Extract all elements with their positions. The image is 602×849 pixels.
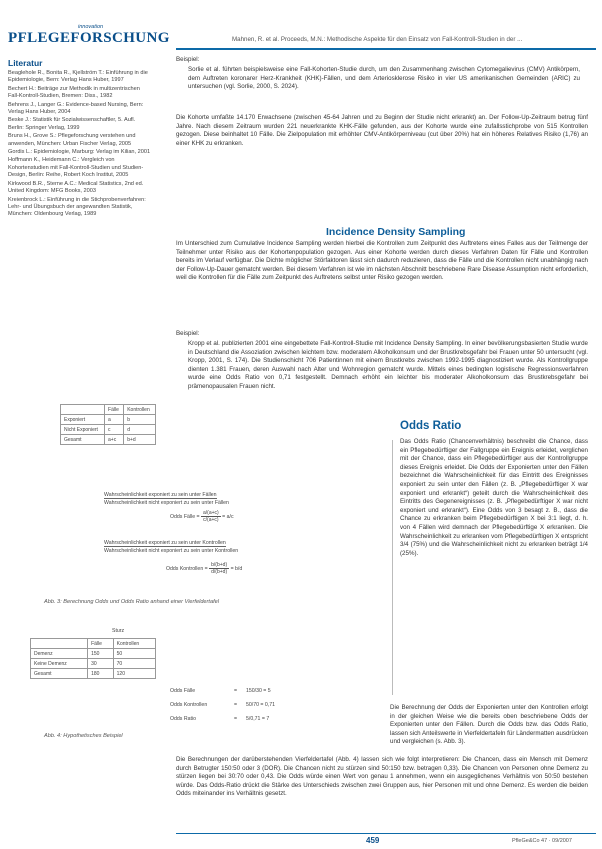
table-cell: Gesamt (61, 435, 105, 445)
table-row (61, 435, 156, 445)
table-cell: 180 (88, 669, 114, 679)
calc-value: 5/0,71 = 7 (246, 716, 270, 722)
figure-4 (30, 626, 350, 730)
literature-item: Gordis L.: Epidemiologie, Marburg: Verlag im Kilian, 2001 (8, 149, 151, 156)
fraction-denominator: d/(b+d) (211, 569, 228, 575)
formula-label: Odds Kontrollen = (166, 565, 208, 572)
literature-item: Kreienbrock L.: Einführung in die Stichprobenverfahren: Lehr- und Übungsbuch der angewandten Statistik, München: Oldenbourg Verlag, 1989 (8, 196, 146, 218)
fraction (201, 510, 221, 523)
odds-kontrollen-formula (166, 562, 242, 575)
odds-faelle-formula (170, 510, 234, 523)
formula-text: Wahrscheinlichkeit exponiert zu sein unter Kontrollen (104, 540, 226, 546)
table-row (61, 425, 156, 435)
running-title: Mahnen, R. et al. Proceeds, M.N.: Methodische Aspekte für den Einsatz von Fall-Kontroll-Studien in der ... (232, 36, 523, 43)
formula-text: Wahrscheinlichkeit exponiert zu sein unter Fällen (104, 492, 217, 498)
literature-item: Beske J.: Statistik für Sozialwissenschaftler, 5. Aufl. Berlin: Springer Verlag, 1999 (8, 117, 136, 131)
paragraph-incidence-density: Im Unterschied zum Cumulative Incidence Sampling werden hierbei die Kontrollen zum Zeitpunkt des Auftretens eines Falles aus der Teilmenge der Teilnehmer unter Risiko aus der Kohortenpopulation gezogen. Aus einer Kohorte werden durch dieses Verfahren Daten für Fälle und Kontrollen bereits im Verlauf verfügbar. Die Dichte möglicher Störfaktoren lässt sich dadurch reduzieren, dass die Fälle und die Kontrollen nicht unabhängig nach der Follow-Up-Dauer gematcht werden. Bei diesem Verfahren ist wie im nächsten Abschnitt beschriebene Rare Disease Assumption nicht erforderlich, weil die Kontrollen für die Fälle zum Zeitpunkt des Auftretens selbst unter Risiko gezogen werden. (176, 240, 588, 282)
calc-value: 50/70 = 0,71 (246, 702, 275, 708)
table-cell: Keine Demenz (31, 659, 88, 669)
table-cell: 150 (88, 649, 114, 659)
table-header-cell (61, 405, 105, 415)
table-row (31, 659, 156, 669)
table-cell: a+c (105, 435, 124, 445)
calc-label: Odds Kontrollen (170, 702, 208, 708)
paragraph-odds-calc: Die Berechnung der Odds der Exponierten unter den Kontrollen erfolgt in der gleichen Weise wie die bereits oben beschriebene Odds der Exponierten unter den Fällen. Durch die Odds bzw. das Odds Ratio, lassen sich Anteilswerte in Vierfeldertafeln für Ländermatten ausdrücken und vergleichen (s. Abb. 3). (390, 704, 588, 746)
formula-text: Wahrscheinlichkeit nicht exponiert zu sein unter Kontrollen (104, 548, 239, 554)
paragraph-interpretation: Die Berechnungen der darüberstehenden Vierfeldertafel (Abb. 4) lassen sich wie folgt interpretieren: Die Chancen, dass ein Mensch mit Demenz durch Betrugter 150:50 oder 3 (DOR). Die Chancen nicht zu stürzen sind 50:150 bzw. betragen 0,33). Die Chancen von Personen ohne Demenz zu stürzen liegen bei 30:70 oder 0,43. Die Odds würde einen Wert von genau 1 annehmen, wenn ein ausgeglichenes Verhältnis von 50:50 bestehen würde. Das Odds-Ratio drückt die Stärke des Unterschieds zwischen zwei Gruppen aus, hier Personen mit und ohne Demenz. Es werden die beiden Odds miteinander ins Verhältnis gesetzt. (176, 756, 588, 798)
literature-item: Hoffmann K., Heidemann C.: Vergleich von Kohortenstudien mit Fall-Kontroll-Studien und Studien-Design, Berlin: Reihe, Robert Koch Institut, 2005 (8, 157, 144, 179)
figure-3 (60, 404, 380, 600)
page-number: 459 (366, 836, 380, 845)
table-row (31, 669, 156, 679)
figure-3-caption: Abb. 3: Berechnung Odds und Odds Ratio anhand einer Vierfeldertafel (44, 599, 219, 605)
table-header-cell: Fälle (105, 405, 124, 415)
formula-result: = b/d (230, 565, 243, 572)
calc-equals: = (234, 716, 238, 722)
example-table (30, 638, 156, 679)
table-cell: 120 (113, 669, 155, 679)
fraction-numerator: b/(b+d) (211, 562, 228, 568)
table-header-cell: Fälle (88, 639, 114, 649)
table-cell: 30 (88, 659, 114, 669)
formula-text: Wahrscheinlichkeit nicht exponiert zu sein unter Fällen (104, 500, 229, 506)
calc-row (170, 716, 340, 722)
table-cell: Exponiert (61, 415, 105, 425)
table-header-cell: Kontrollen (113, 639, 155, 649)
paragraph-cohort: Die Kohorte umfaßte 14.170 Erwachsene (zwischen 45-64 Jahren und zu Beginn der Studie nicht erkrankt) an. Der Follow-Up-Zeitraum betrug fünf Jahre. Nach diesem Zeitraum wurden 221 neuerkrankte KHK-Fälle gefunden, aus der Kohorte wurde eine zufallsstichprobe von 515 Kontrollen gezogen. Diese beinhaltet 10 Fälle. Die Zielpopulation mit erhöhter CMV-Antikörperniveau (cut über 20%) hat ein höheres Relatives Risiko (1,76) an einer KHK zu erkranken. (176, 114, 588, 147)
formula-label: Odds Fälle = (170, 513, 200, 520)
calc-equals: = (234, 702, 238, 708)
fraction-denominator: c/(a+c) (203, 517, 219, 523)
literature-list (8, 70, 152, 388)
table-cell: Demenz (31, 649, 88, 659)
table-cell: b (124, 415, 156, 425)
table-cell: 50 (113, 649, 155, 659)
column-divider (392, 440, 393, 695)
calc-value: 150/30 = 5 (246, 688, 271, 694)
paragraph-kropp: Kropp et al. publizierten 2001 eine eingebettete Fall-Kontroll-Studie mit Incidence Density Sampling. In einer bevölkerungsbasierten Studie wurde in Deutschland die Assoziation zwischen leichtem bzw. moderatem Alkoholkonsum und der Brustkrebsgefahr bei Frauen unter 50 untersucht (vgl. Kropp, 2001, S. 174). Die Studienschicht 706 Patientinnen mit einem Brustkrebs zwischen 1992-1995 diagnostiziert wurde. Als Kontrollgruppe dienten 1.381 Frauen, deren Auswahl nach Alter und Wohnregion gematcht wurde. Mittels eines bedingten logistische Regressionsverfahren wurde eine Odds Ratio von 0,71 festgestellt. Demnach erhöht ein leichter bis moderater Alkoholkonsum das Brustkrebsgefahr bei prämenopausalen Frauen nicht. (188, 340, 588, 390)
table-header-cell (31, 639, 88, 649)
paragraph-odds-ratio: Das Odds Ratio (Chancenverhältnis) beschreibt die Chance, dass ein Pflegebedürftiger der Fallgruppe ein Ereignis erleidet, verglichen mit der Chance, dass ein Pflegebedürftiger aus der Kontrollgruppe dieses Ereignis erleidet. Die Odds der Exponierten unter den Fällen bezeichnet die Wahrscheinlichkeit für das Eintritt des Ereignisses exponiert zu sein unter den Fällen (z. B. „Pflegebedürftiger X war exponiert und erkrankt“) geteilt durch die Wahrscheinlichkeit des Eintritts des Gegenereignisses (z. B. „Pflegebedürftiger X war nicht exponiert und erkrankt“). Eine Odds von 3 besagt z. B., dass die Chance zu erkranken beim Pflegebedürftigen X bei 3:1 liegt, d. h. von 4 Fällen wird demnach der Pflegebedürftige X erkranken. Die Wahrscheinlichkeit zu erkranken vom Pflegebedürftigen X entspricht 3/4 (75%) und die Wahrscheinlichkeit nicht zu erkranken beträgt 1/4 (25%). (400, 438, 588, 557)
group-label: Sturz (112, 628, 125, 634)
logo-subtext: innovation (78, 24, 104, 30)
table-cell: a (105, 415, 124, 425)
header-rule (176, 48, 596, 50)
journal-footer: PfleGe&Co 47 · 09/2007 (512, 838, 572, 844)
table-cell: b+d (124, 435, 156, 445)
calc-row (170, 702, 340, 708)
table-cell: Nicht Exponiert (61, 425, 105, 435)
table-row (61, 415, 156, 425)
heading-odds-ratio: Odds Ratio (400, 420, 462, 432)
literature-item: Bruns H., Grove S.: Pflegeforschung verstehen und anwenden, München: Urban Fischer Verlag, 2005 (8, 133, 136, 147)
fourfold-table (60, 404, 156, 445)
literature-item: Kirkwood B.R., Sterne A.C.: Medical Statistics, 2nd ed. United Kingdom: MFG Books, 2003 (8, 180, 144, 195)
fraction-numerator: a/(a+c) (203, 510, 219, 516)
calc-row (170, 688, 340, 694)
table-header-cell: Kontrollen (124, 405, 156, 415)
journal-logo: PFLEGEFORSCHUNG (8, 30, 170, 46)
heading-incidence-density-sampling: Incidence Density Sampling (326, 226, 466, 238)
table-cell: Gesamt (31, 669, 88, 679)
paragraph-sorlie: Sorlie et al. führten beispielsweise eine Fall-Kohorten-Studie durch, um den Zusammenhang zwischen Cytomegalievirus (CMV) Antikörpern, dem Auftreten koronarer Herz-Krankheit (KHK)-Fällen, und dem Arteriosklerose Risiko in vier US amerikanischen Gemeinden (ARIC) zu untersuchen (vgl. Sorlie, 2000, S. 2024). (188, 66, 580, 91)
example-label: Beispiel: (176, 56, 200, 63)
calc-label: Odds Fälle (170, 688, 196, 694)
literature-item: Bechert H.: Beiträge zur Methodik in multizentrischen Fall-Kontroll-Studien, Bremen: Diss., 1982 (8, 85, 140, 100)
table-cell: c (105, 425, 124, 435)
calc-label: Odds Ratio (170, 716, 196, 722)
example-label-2: Beispiel: (176, 330, 200, 337)
literature-item: Beaglehole R., Bonita R., Kjellström T.: Einführung in die Epidemiologie, Bern: Verlag Hans Huber, 1997 (8, 70, 148, 84)
fraction (209, 562, 229, 575)
formula-result: = a/c (222, 513, 234, 520)
footer-rule (176, 833, 596, 834)
table-cell: 70 (113, 659, 155, 669)
literature-item: Behrens J., Langer G.: Evidence-based Nursing, Bern: Verlag Hans Huber, 2004 (8, 101, 144, 116)
table-row (31, 649, 156, 659)
table-cell: d (124, 425, 156, 435)
figure-4-caption: Abb. 4: Hypothetisches Beispiel (44, 733, 123, 739)
calc-equals: = (234, 688, 238, 694)
literature-title: Literatur (8, 58, 43, 68)
